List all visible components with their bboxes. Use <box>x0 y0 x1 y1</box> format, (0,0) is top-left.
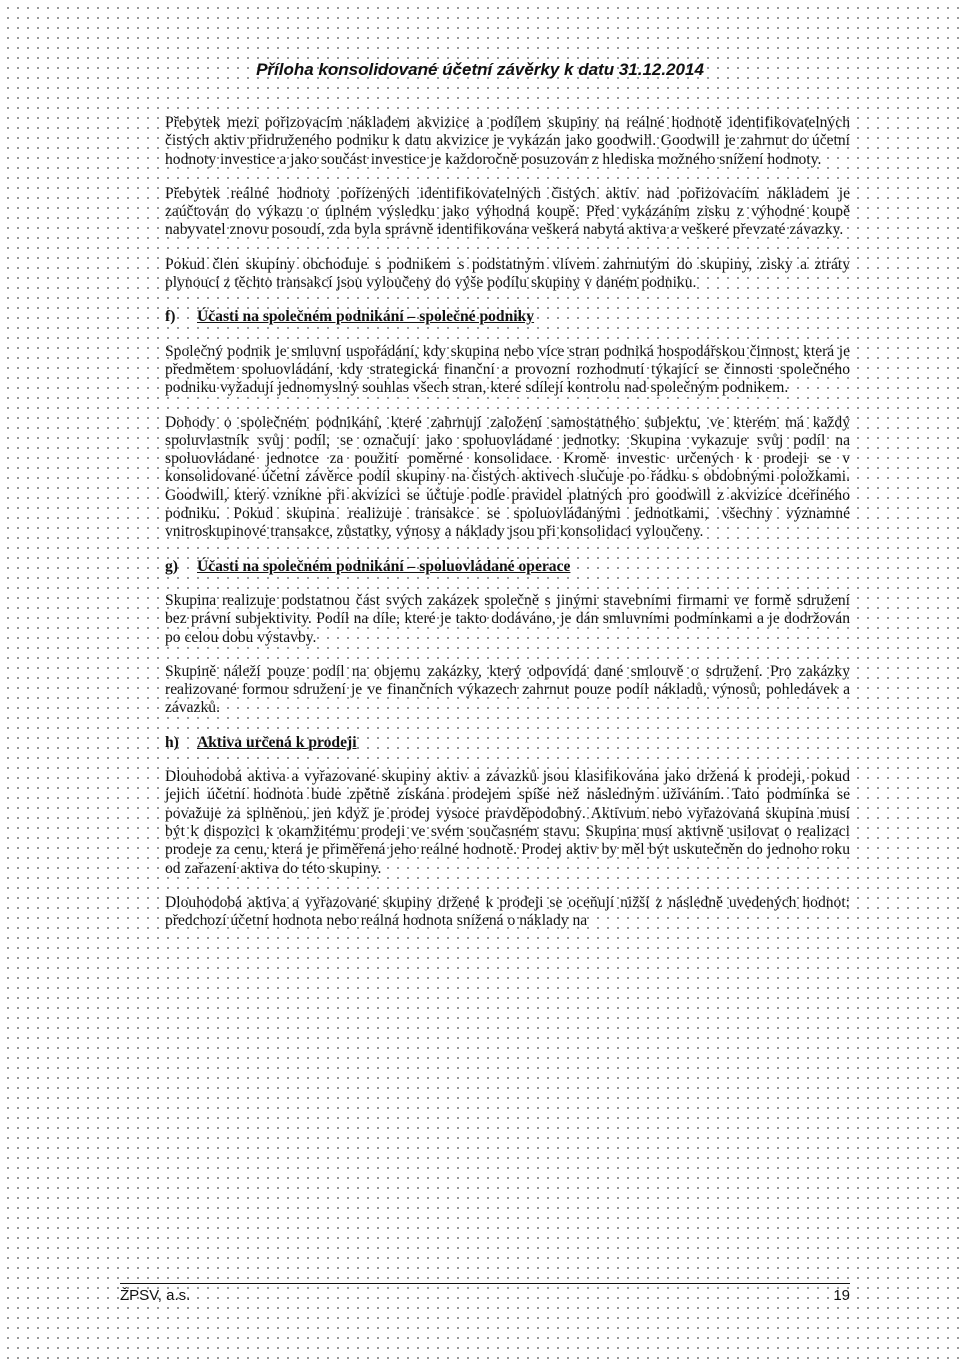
paragraph-associations: Skupina realizuje podstatnou část svých zakázek společně s jinými stavebními firmami ve formě sdružení bez právní subjektivity. Podíl na díle, které je takto dodáváno, je dán smluvními podmínkami a je dodržován po celou dobu výstavby. <box>165 591 850 646</box>
page-header-title: Příloha konsolidované účetní závěrky k datu 31.12.2014 <box>256 60 704 79</box>
footer-divider <box>120 1283 850 1284</box>
paragraph-transactions: Pokud člen skupiny obchoduje s podnikem s podstatným vlivem zahrnutým do skupiny, zisky a ztráty plynoucí z těchto transakcí jsou vyloučeny do výše podílu skupiny v daném podniku. <box>165 255 850 292</box>
section-heading-g <box>165 558 850 576</box>
section-title: Účasti na společném podnikání – spoluovládané operace <box>197 557 571 575</box>
section-heading-f <box>165 308 850 326</box>
paragraph-jointly-controlled-entities: Dohody o společném podnikání, které zahrnují založení samostatného subjektu, ve kterém má každý spoluvlastník svůj podíl, se označují jako spoluovládané jednotky. Skupina vykazuje svůj podíl na spoluovládané jednotce za použití poměrné konsolidace. Kromě investic určených k prodeji se v konsolidované účetní závěrce podíl skupiny na čistých aktivech slučuje po řádku s obdobnými položkami. Goodwill, který vznikne při akvizici se účtuje podle pravidel platných pro goodwill z akvizice dceřiného podniku. Pokud skupina realizuje transakce se spoluovládanými jednotkami, všechny významné vnitroskupinové transakce, zůstatky, výnosy a náklady jsou při konsolidaci vyloučeny. <box>165 413 850 541</box>
section-letter: f) <box>165 308 176 326</box>
section-letter: h) <box>165 733 179 751</box>
paragraph-bargain-purchase: Přebytek reálné hodnoty pořízených identifikovatelných čistých aktiv nad pořizovacím nákladem je zaúčtován do výkazu o úplném výsledku jako výhodná koupě. Před vykázáním zisku z výhodné koupě nabyvatel znovu posoudí, zda byla správně identifikována veškerá nabytá aktiva a veškeré převzaté závazky. <box>165 184 850 239</box>
page-number: 19 <box>833 1287 850 1304</box>
section-title: Aktiva určená k prodeji <box>197 733 357 751</box>
paragraph-share-of-contract: Skupině náleží pouze podíl na objemu zakázky, který odpovídá dané smlouvě o sdružení. Pro zakázky realizované formou sdružení je ve finančních výkazech zahrnut pouze podíl nákladů, výnosů, pohledávek a závazků. <box>165 662 850 717</box>
paragraph-goodwill: Přebytek mezi pořizovacím nákladem akvizice a podílem skupiny na reálné hodnotě identifikovatelných čistých aktiv přidruženého podniku k datu akvizice je vykázán jako goodwill. Goodwill je zahrnut do účetní hodnoty investice a jako součást investice je každoročně posuzován z hlediska možného snížení hodnoty. <box>165 114 850 168</box>
footer-company: ŽPSV, a.s. <box>120 1287 191 1304</box>
section-letter: g) <box>165 557 178 575</box>
paragraph-joint-venture: Společný podnik je smluvní uspořádání, kdy skupina nebo více stran podniká hospodářskou činnost, která je předmětem spoluovládání, kdy strategická finanční a provozní rozhodnutí týkající se činnosti společného podniku vyžadují jednomyslný souhlas všech stran, které sdílejí kontrolu nad společným podnikem. <box>165 342 850 397</box>
paragraph-assets-held-for-sale: Dlouhodobá aktiva a vyřazované skupiny aktiv a závazků jsou klasifikována jako držená k prodeji, pokud jejich účetní hodnota bude zpětně získána prodejem spíše než následným užíváním. Tato podmínka se považuje za splněnou, jen když je prodej vysoce pravděpodobný. Aktivum nebo vyřazovaná skupina musí být k dispozici k okamžitému prodeji ve svém současném stavu. Skupina musí aktivně usilovat o realizaci prodeje za cenu, která je přiměřená jeho reálné hodnotě. Prodej aktiv by měl být uskutečněn do jednoho roku od zařazení aktiva do této skupiny. <box>165 768 850 877</box>
page-footer <box>120 1283 850 1304</box>
section-title: Účasti na společném podnikání – společné podniky <box>197 308 535 326</box>
document-body <box>165 114 850 946</box>
paragraph-measurement: Dlouhodobá aktiva a vyřazované skupiny držené k prodeji se oceňují nižší z následně uvedených hodnot: předchozí účetní hodnota nebo reálná hodnota snížená o náklady na <box>165 893 850 930</box>
section-heading-h <box>165 734 850 752</box>
